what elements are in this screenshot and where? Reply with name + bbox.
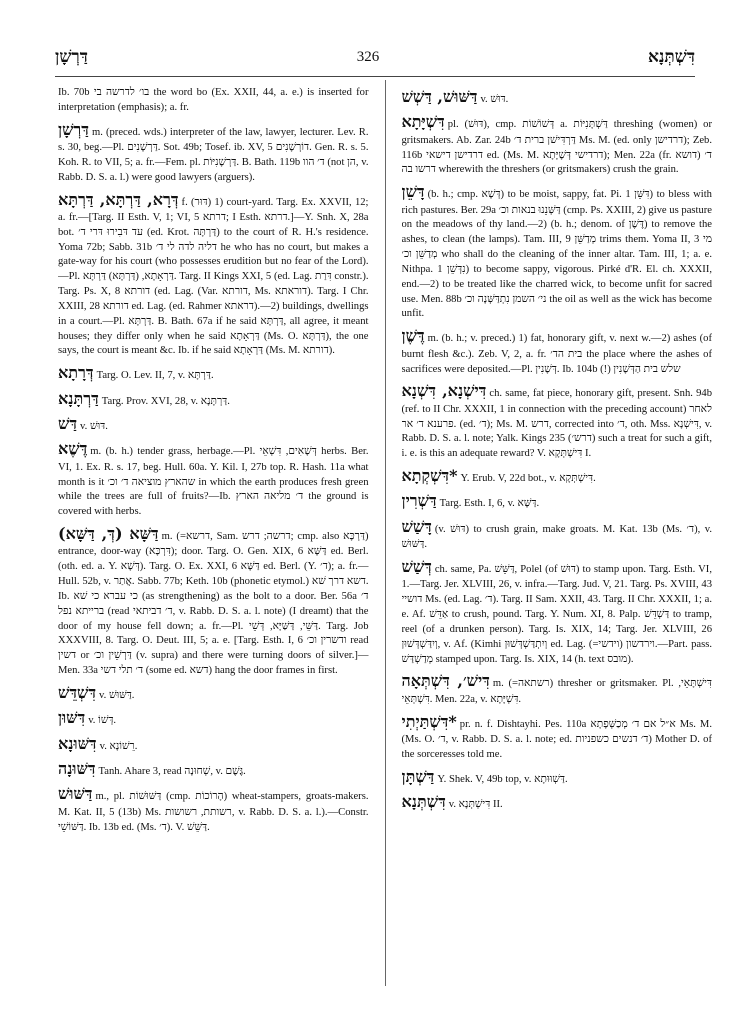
dictionary-entry [58, 758, 369, 780]
entry-headword: *דִּשְׁתַּיְתִי [401, 711, 457, 731]
entry-text: Ib. 70b בו׳ לדרשה בי the word bo (Ex. XXII, 44, a. e.) is inserted for interpretation (emphasis); a. fr. [58, 87, 369, 113]
dictionary-entry [58, 682, 369, 704]
entry-headword: דֶּשֶׁן [401, 326, 425, 346]
entry-text: v. דְּשׁוֹ. [88, 715, 117, 727]
entry-text: m. (b. h.) tender grass, herbage.—Pl. דְּשָׁאִים, דִּשְׁאֵי herbs. Ber. VI, 1. Ex. R. s. 17, beg. Hull. 60a. Y. Kil. I, 27b top. R. Hash. 11a what month is it שהארץ מוציאה ד׳ וכ׳ in which the earth produces fresh green while the trees are full of fruits?—Ib. ד׳ מליאה הארץ the ground is covered with herbs. [58, 446, 369, 518]
dictionary-entry [58, 189, 369, 360]
entry-headword: דַּרְשָׁן [58, 119, 89, 139]
dictionary-entry [58, 86, 369, 116]
entry-text: v. רֵשׁוֹנָא. [99, 740, 138, 752]
dictionary-entry [402, 711, 713, 763]
right-column [402, 86, 713, 986]
entry-headword: דִּשְׁתְּנָא [401, 792, 446, 812]
entry-text: ch. same, fat piece, honorary gift, present. Snh. 94b (ref. to II Chr. XXXII, 1 in connection with the preceding account) לאחר פרענא ד׳ אר. (ed. ד׳); Ms. M. דרש, corrected into ד׳, oth. Mss. דִּישְׁנָא, v. Rabb. D. S. a. l. note; Yalk. Kings 235 (דרש׳) such a treat for such a gift, i. e. is this an adequate reward? V. דִּישְׁתְּקָא I. [401, 388, 712, 460]
entry-headword: דֶּשֶׁא [58, 439, 88, 459]
entry-headword: דַּרְתָּנָא [58, 388, 99, 408]
entry-headword: דִּישׁ׳, דִּשְׁתְּאָה [401, 671, 490, 691]
entry-headword: דָּשֵׁן [401, 182, 425, 202]
entry-text: ch. same, Pa. דַּשֵּׁשׁ, Polel (of דּוּשׁ) to stamp upon. Targ. Esth. VI, 1.—Targ. Jer. XLVIII, 26, v. infra.—Targ. Jud. V, 21. Targ. Ps. XVIII, 43 דושיי Ms. (ed. Lag. ד׳). Targ. II Sam. XXII, 43. Targ. II Chr. XXXII, 1; a. e. Af. אַדֵּשׁ to crush, pound. Targ. Y. Num. XI, 8. Palp. דַּשְׁדֵּשׁ to tramp, reel (of a drunken person). Targ. Is. XIX, 14; Targ. Jer. XLVIII, 26 וְיִדַּשְׁדְּשׁוּן, v. Af. (Kimhi וְיִתְדַּשְׁדְּשׁוּן ed. Lag. וירדשון (וידשי=).—Part. pass. מְדַשְׁדַּשׁ stamped upon. Targ. Is. XIX, 14 (h. text מובס). [401, 564, 712, 665]
dictionary-entry [58, 438, 369, 520]
entry-text: v. דּוּשׁ. [480, 94, 509, 105]
entry-headword: דִּשְׁדֵּשׁ [58, 682, 97, 702]
dictionary-entry [58, 119, 369, 186]
dictionary-entry [402, 791, 713, 813]
entry-text: Targ. O. Lev. II, 7, v. דַּרְתָּא. [96, 370, 214, 382]
dictionary-entry [402, 380, 713, 462]
left-column [58, 86, 369, 986]
dictionary-entry [402, 465, 713, 487]
entry-headword: דְּרָתָא [58, 363, 94, 383]
dictionary-entry [58, 707, 369, 729]
dictionary-entry [402, 86, 713, 108]
entry-headword: דָּשַׁשׁ [401, 516, 432, 536]
entry-headword: דִּשְׁיָּתָא [401, 112, 445, 132]
entry-text: v. דַּשּׁוּשׁ. [99, 689, 135, 701]
entry-text: m. (=דרשא, Sam. דרשה; דרש; cmp. also דַּרְכָּא) entrance, door-way (דִּרְכָּא); door. Targ. O. Gen. XIX, 6 דַּשָּׁא ed. Berl. (oth. ed. a. Y. דְּשָׁא). Targ. O. Ex. XXI, 6 דַּשָּׁא ed. Berl. (Y. ד׳); a. fr.—Hull. 52b, v. אֲתַר. Sabb. 77b; Keth. 10b (phonetic etymol.) דשא דרך שׁא. Ib. כי עברא כי שׁא (as strengthening) as the bolt to a door. Ber. 56a ד׳ ברייתא נפל (read ד׳ דביתאי, v. Rabb. D. S. a. l. note) (I dreamt) that the door of my house fell down; a. fr.—Pl. דַּשֵּׁי, דַּשַּׁיָּא, דְּשֵׁי. Targ. Job XXXVIII, 8. Targ. O. Deut. III, 5; a. e. [Targ. Esth. I, 6 ודשרין וכ׳ read דשין or דַּרְשֵׁין וכ׳ (v. supra) and there were turning doors of silver.]—Men. 33a ד׳ תלי דשי (some ed. דשא) hang the door frames in first. [58, 531, 369, 677]
entry-headword: דְּשַׁשׁ [401, 557, 432, 577]
entry-headword: דַּשְׁרִין [401, 491, 437, 511]
right-running-headword: דִּשְׁתְּנָא [647, 47, 695, 67]
entry-text: v. דִּישְׁתְּנָא II. [448, 799, 503, 811]
entry-text: pr. n. f. Dishtayhi. Pes. 110a א״ל אם ד׳ מְכַשְּׁפָתָא Ms. M. (Ms. O. ד׳, v. Rabb. D. S. a. l. note; ed. ד׳ דנשים כשפניות) Mother D. of the sorceresses told me. [401, 718, 712, 760]
entry-headword: דַּשּׁוּשׁ [58, 784, 93, 804]
entry-text: Y. Shek. V, 49b top, v. דַּשְׁוּוּתָא. [437, 773, 568, 785]
dictionary-entry [402, 111, 713, 178]
column-divider [385, 80, 386, 986]
entry-headword: דִּשּׁוּנָא [58, 733, 97, 753]
dictionary-entry [402, 670, 713, 707]
entry-text: m. (preced. wds.) interpreter of the law, lawyer, lecturer. Lev. R. s. 30, beg.—Pl. דַּרְשָׁנִים. Sot. 49b; Tosef. ib. XV, 5 דוֹרְשָׁנִים. Gen. R. s. 5. Koh. R. to VII, 5; a. fr.—Fem. pl. דַּרְשָׁנִיּוֹת. B. Bath. 119b ד׳ הוו (not הן, v. Rabb. D. S. a. l.) were good lawyers (arguers). [58, 126, 369, 183]
entry-text: (v. דּוּשׁ) to crush grain, make groats. M. Kat. 13b (Ms. ד׳), v. דַּשּׁוּשׁ. [401, 523, 712, 551]
entry-text: Y. Erub. V, 22d bot., v. דִּישְׁתְּקָא. [460, 473, 596, 485]
entry-headword: דַּשּׁוּשׁ, דַּשְׁשׁ [401, 87, 478, 106]
entry-text: Targ. Esth. I, 6, v. דַּשָּׁא. [439, 498, 540, 510]
entry-headword: דַּשׁ [58, 413, 78, 433]
entry-text: m. (b. h.; v. preced.) 1) fat, honorary gift, v. next w.—2) ashes (of burnt flesh &c.). Zeb. V, 2, a. fr. בית הד׳ the place where the ashes of sacrifices were deposited.—Pl. דְּשָׁנִין. Ib. 104b (!) שלש בית הַדְּשָׁנִין [401, 333, 712, 375]
dictionary-entry [58, 413, 369, 435]
entry-text: (b. h.; cmp. דְּשָׁא) to be moist, sappy, fat. Pi. דִּשֵּׁן 1) to bless with rich pastures. Ber. 29a דַּשְּׁנֵנוּ בנאות וכ׳ (cmp. Ps. XXIII, 2) give us pasture on the meadows of thy land.—2) (b. h.; denom. of דֶּשֶׁן) to remove the ashes, to clean (the lamps). Tam. III, 9 מְדַשֵּׁן trims them. Yoma II, 3 מי מְדַשֵּׁן וכ׳ who shall do the cleaning of the inner altar. Tam. III, 1; a. e. Nithpa. נִדְּשֵׁן 1) to become sappy, vigorous. Pirké d'R. El. ch. XXXII, end.—2) to be treated like the charred wick, to become unfit for sacred use. Men. 88b ני׳ השמן נִתְדַּשְּׁנָה וכ׳ the oil as well as the wick has become unfit. [401, 189, 712, 320]
running-header [55, 44, 695, 70]
entry-text: Tanh. Ahare 3, read שְׁחוּנָה, v. גֶּשֶׁם. [98, 766, 246, 778]
dictionary-entry [402, 181, 713, 322]
entry-headword: דִּישְׁנָא, דִּשְׁנָא [401, 381, 487, 401]
dictionary-entry [58, 523, 369, 679]
entry-text: m. (=רשתאה) thresher or gritsmaker. Pl. דִּישְׁתָּאֵי, דִּשְׁתְּאֵי. Men. 22a, v. דִּשְׁיָּתָא. [401, 678, 712, 705]
dictionary-entry [58, 388, 369, 410]
dictionary-entry [402, 556, 713, 667]
dictionary-entry [402, 325, 713, 377]
entry-headword: דְּרָא, דַּרְתָּא, דַּרְתָּא [58, 189, 179, 209]
dictionary-entry [58, 783, 369, 835]
entry-text: f. (דּוּר) 1) court-yard. Targ. Ex. XXVII, 12; a. fr.—[Targ. II Esth. V, 1; VI, 5 דרתא; I Esth. דרתא.]—Y. Snh. X, 28a bot. עד דּבִירוּ דּרי ד׳ (ed. Krot. דַּרְתָּה) to the court of R. H.'s residence. Yoma 72b; Sabb. 31b דליה לדה לי ד׳ he who has no court, but makes a gate-way for his court (who possesses erudition but no fear of the Lord).—Pl. דַּרְאָתָא, (דַּרְתָּא) דַּרְתָּא. Targ. II Kings XXI, 5 (ed. Lag. דִּרַת constr.). Targ. Ps. X, 8 דורתא (ed. Lag. (Var. דורתא, Ms. דוראתא). Targ. I Chr. XXIII, 28 דורתא ed. Lag. (ed. Rahmer דראתא).—2) buildings, dwellings in a court.—Pl. דַּרְתָּא. B. Bath. 67a if he said דַּרְתָּא, all agree, it meant houses; they differ only when he said דַּרְאָתָא (Ms. O. דַּרְתָּא), the one says, the court is meant &c. Ib. if he said דַּרְאָתָא (Ms. M. דורתא). [58, 196, 369, 357]
entry-text: v. דּוּשׁ. [80, 420, 108, 432]
entry-text: m., pl. דַּשּׁוּשׁוֹת (cmp. הָרוֹכוֹת) wheat-stampers, groats-makers. M. Kat. II, 5 (13b) Ms. רשותת, רשושות, v. Rabb. D. S. a. l.).—Constr. דַּשּׁוֹשֵׁי. Ib. 13b ed. (Ms. ד׳). V. דַּשֵּׁשׁ. [58, 791, 369, 833]
entry-headword: דַּשְׁתָּן [401, 766, 435, 786]
entry-headword: *דִּשְׁקְתָא [401, 466, 458, 486]
entry-headword: דִּשּׁוּנָה [58, 759, 96, 779]
dictionary-entry [402, 490, 713, 512]
entry-headword: דַּשָּׁא (דְּ, דַּשָּׁא) [58, 524, 159, 544]
page-number: 326 [356, 48, 380, 65]
dictionary-entry [402, 766, 713, 788]
header-rule [55, 76, 695, 77]
entry-headword: דִּשּׁוּן [58, 708, 86, 728]
entry-text: pl. (דּוּשׁ), cmp. דְּשׁוֹשׁוֹת a. דַּשְׁתָּנִיּוֹת threshing (women) or gritsmakers. Ab. Zar. 24b דַּרְדִּישׁן ברית ד׳ Ms. M. (ed. only דרדישן); Zeb. 116b דרדישן דישאי ed. (Ms. M. דרדישי דְּשָׁיָּתָא); Men. 22a (fr. דושא) ד׳ דרשו בה wherewith the threshers (or gritsmakers) crush the grain. [401, 119, 712, 176]
dictionary-entry [58, 733, 369, 755]
dictionary-entry [58, 362, 369, 384]
left-running-headword: דַּרְשָׁן [55, 47, 88, 67]
entry-text: Targ. Prov. XVI, 28, v. דַּרְתָּנָא. [101, 395, 230, 407]
dictionary-entry [402, 516, 713, 553]
dictionary-columns [58, 86, 712, 986]
